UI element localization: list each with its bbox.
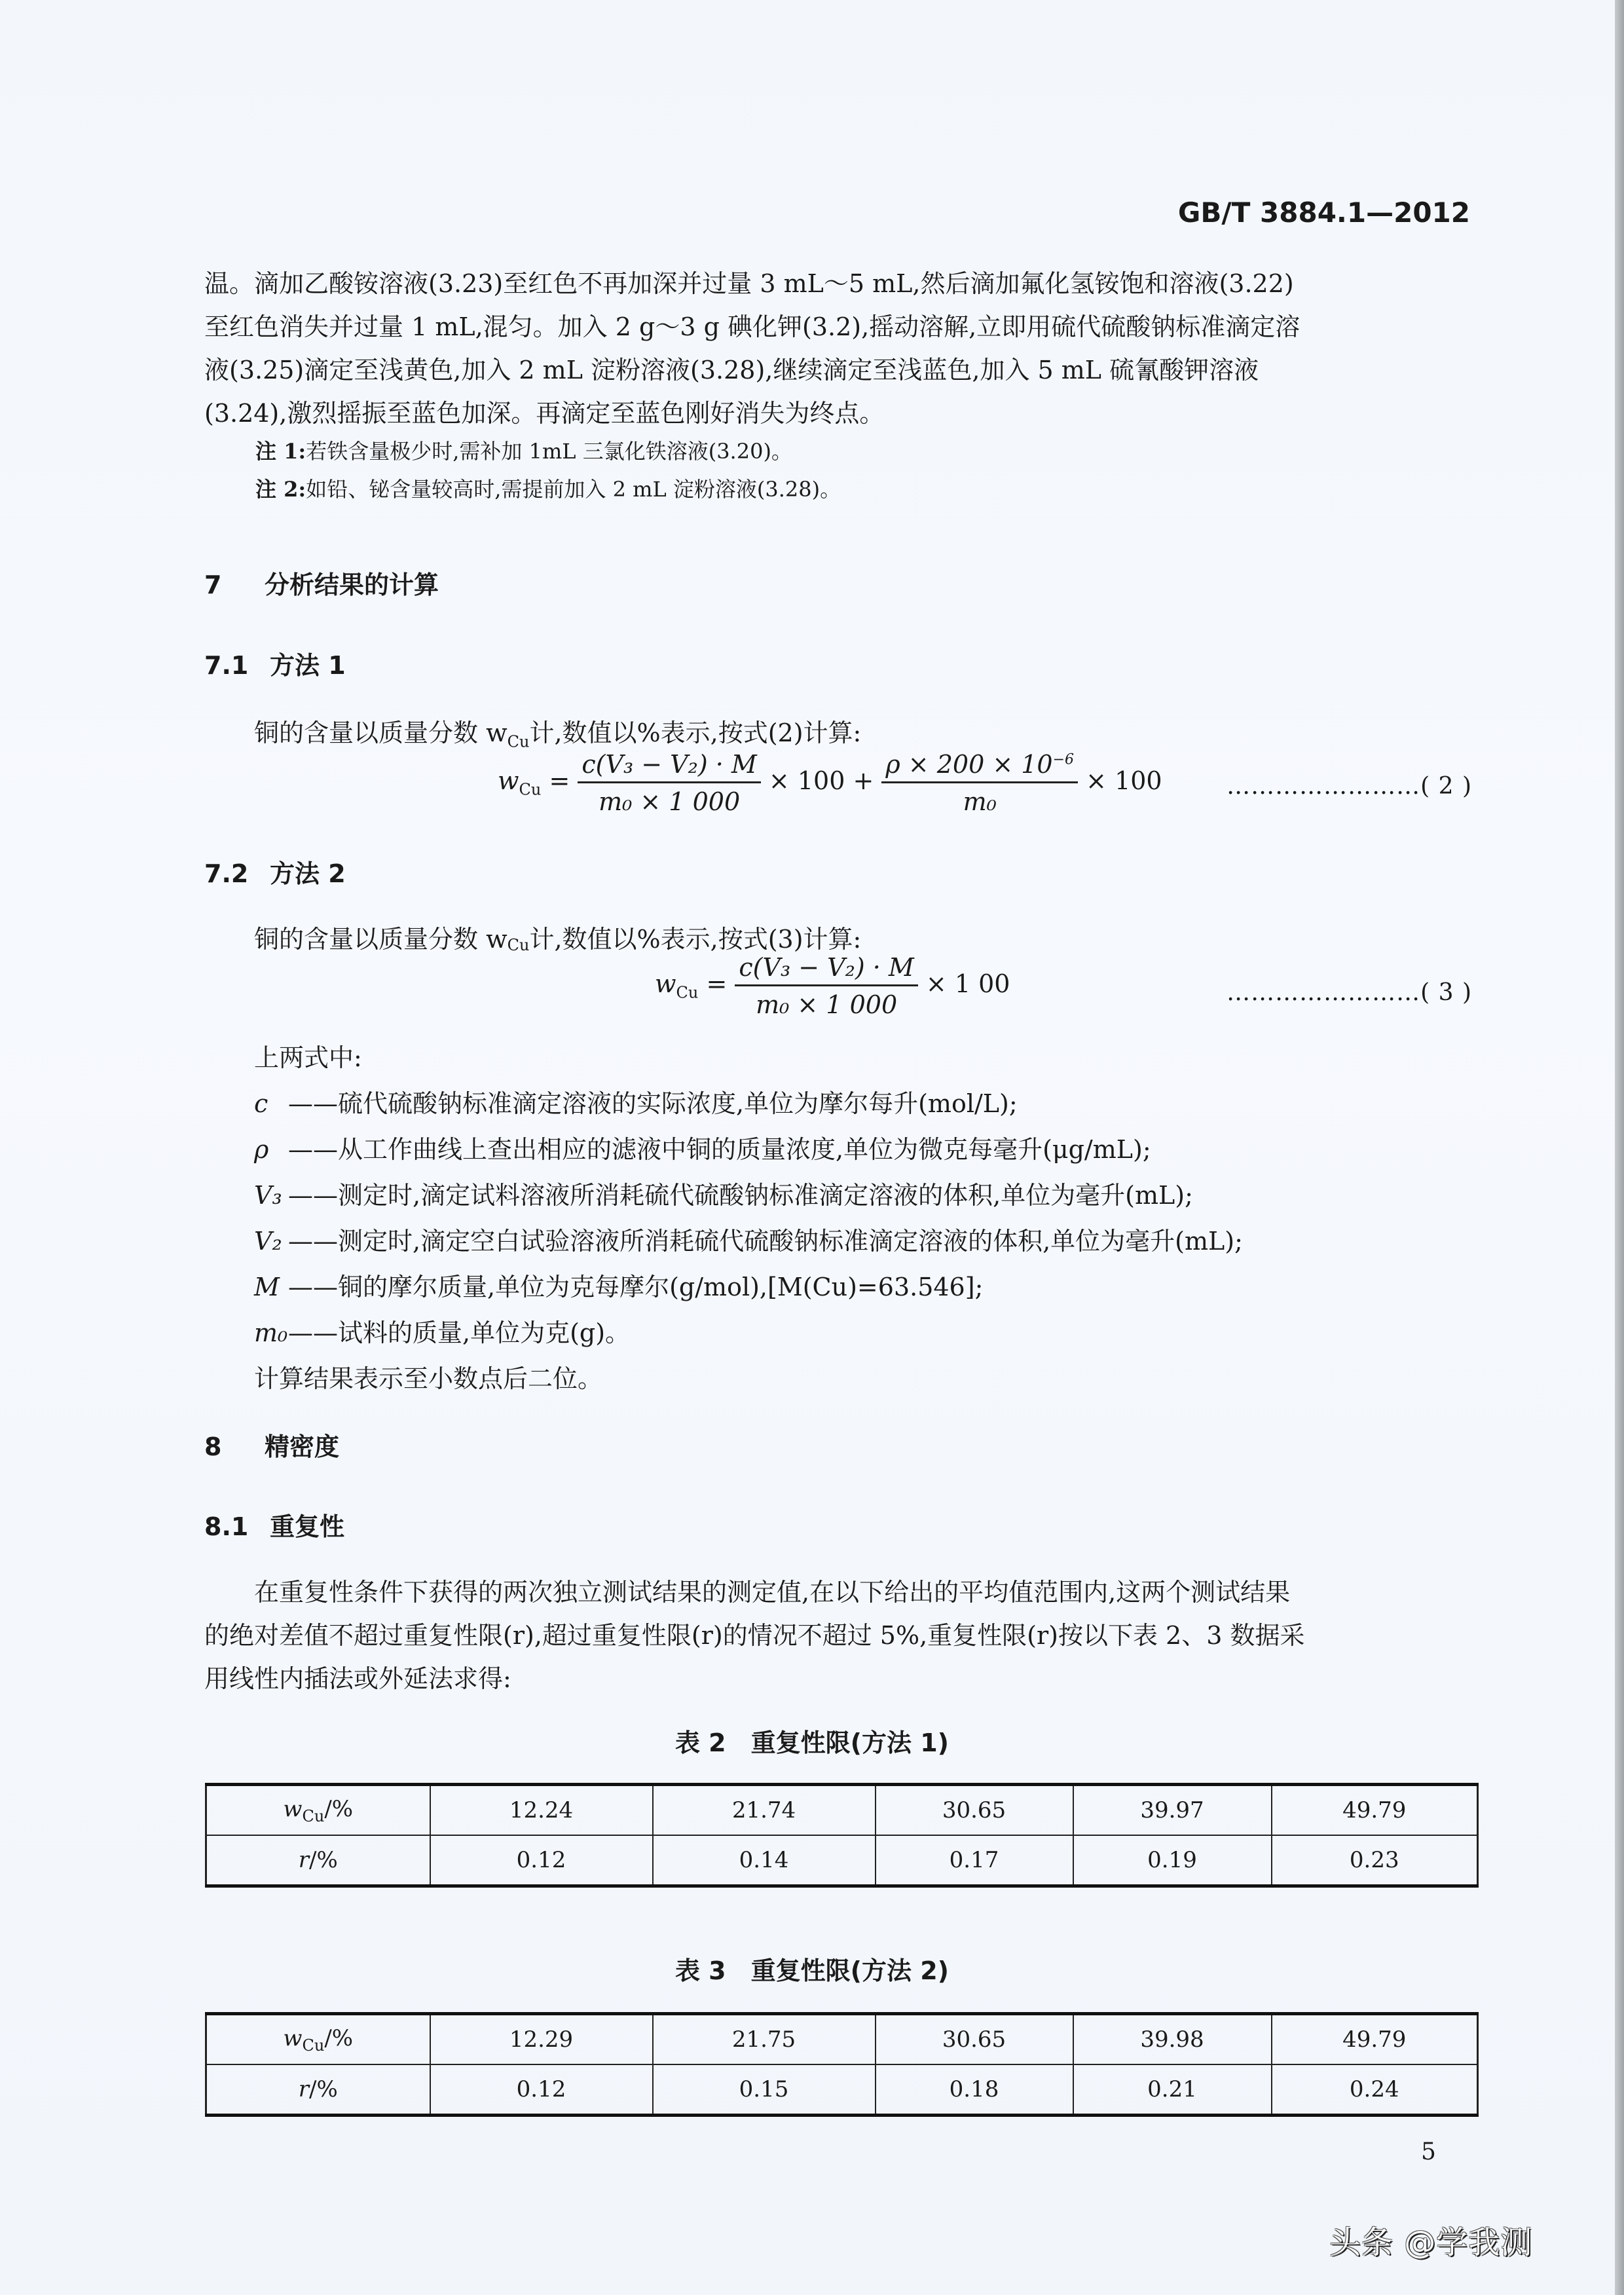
section-8-heading: 8 精密度 (204, 1432, 340, 1461)
table-3 (205, 2012, 1479, 2117)
formula-3: $w_{Cu}$ = $\frac{\text{c(V₃ − V₂) · M}}{\text{m₀ × 1 000}}$ × 1 00 (655, 953, 1010, 1019)
table-row (206, 1785, 1478, 1836)
table-cell: 0.14 (653, 1835, 876, 1886)
row-label: r/% (206, 1835, 430, 1886)
definition-v2: V₂ ——测定时,滴定空白试验溶液所消耗硫代硫酸钠标准滴定溶液的体积,单位为毫升(mL); (254, 1227, 1243, 1256)
table-cell: 0.17 (876, 1835, 1073, 1886)
table-row (206, 2064, 1478, 2116)
text-line: (3.24),激烈摇振至蓝色加深。再滴定至蓝色刚好消失为终点。 (204, 399, 885, 428)
standard-code: GB/T 3884.1—2012 (1177, 196, 1470, 229)
table-cell: 21.75 (653, 2014, 876, 2065)
table-cell: 12.29 (430, 2014, 653, 2065)
method1-intro: 铜的含量以质量分数 $w_{Cu}$计,数值以%表示,按式(2)计算: (254, 718, 862, 751)
intro-paragraph (204, 262, 1478, 435)
text-line: 在重复性条件下获得的两次独立测试结果的测定值,在以下给出的平均值范围内,这两个测试结果 (254, 1578, 1291, 1607)
equation-number-3: ……………………( 3 ) (1227, 979, 1472, 1006)
table-cell: 12.24 (430, 1785, 653, 1836)
watermark: 头条 @学我测 (1329, 2224, 1533, 2261)
row-label: $w_{Cu}/\%$ (206, 1785, 430, 1836)
table-cell: 21.74 (653, 1785, 876, 1836)
table-cell: 0.19 (1073, 1835, 1272, 1886)
table-cell: 30.65 (876, 1785, 1073, 1836)
section-7-1-heading: 7.1 方法 1 (204, 651, 346, 680)
table-cell: 0.18 (876, 2064, 1073, 2116)
table-cell: 0.24 (1272, 2064, 1478, 2116)
table-cell: 0.15 (653, 2064, 876, 2116)
table-cell: 39.97 (1073, 1785, 1272, 1836)
notes (204, 432, 1478, 508)
fraction-1: $\frac{\text{c(V₃ − V₂) · M}}{\text{m₀ × 1 000}}$ (578, 750, 760, 816)
table-2-caption: 表 2 重复性限(方法 1) (674, 1728, 950, 1757)
section-8-1-heading: 8.1 重复性 (204, 1512, 345, 1541)
equation-number-2: ……………………( 2 ) (1227, 773, 1472, 800)
table-cell: 0.23 (1272, 1835, 1478, 1886)
definition-m: M ——铜的摩尔质量,单位为克每摩尔(g/mol),[M(Cu)=63.546]; (254, 1273, 984, 1301)
table-cell: 0.12 (430, 1835, 653, 1886)
definition-v3: V₃ ——测定时,滴定试料溶液所消耗硫代硫酸钠标准滴定溶液的体积,单位为毫升(mL); (254, 1181, 1193, 1210)
section-7-2-heading: 7.2 方法 2 (204, 859, 346, 888)
table-row (206, 1835, 1478, 1886)
table-2 (205, 1783, 1479, 1888)
definition-c: c ——硫代硫酸钠标准滴定溶液的实际浓度,单位为摩尔每升(mol/L); (254, 1089, 1018, 1118)
text-line: 液(3.25)滴定至浅黄色,加入 2 mL 淀粉溶液(3.28),继续滴定至浅蓝色,加入 5 mL 硫氰酸钾溶液 (204, 356, 1259, 384)
repeatability-paragraph (204, 1571, 1478, 1700)
table-cell: 49.79 (1272, 1785, 1478, 1836)
row-label: r/% (206, 2064, 430, 2116)
table-cell: 0.21 (1073, 2064, 1272, 2116)
row-label: $w_{Cu}/\%$ (206, 2014, 430, 2065)
method2-intro: 铜的含量以质量分数 $w_{Cu}$计,数值以%表示,按式(3)计算: (254, 925, 862, 955)
table-cell: 0.12 (430, 2064, 653, 2116)
table-cell: 49.79 (1272, 2014, 1478, 2065)
fraction-2: $\frac{\rho \times 200 \times 10^{-6}}{\text{m₀}}$ (881, 750, 1078, 816)
table-3-caption: 表 3 重复性限(方法 2) (674, 1956, 950, 1985)
table-row (206, 2014, 1478, 2065)
rounding-note: 计算结果表示至小数点后二位。 (254, 1364, 603, 1393)
fraction-1: $\frac{\text{c(V₃ − V₂) · M}}{\text{m₀ × 1 000}}$ (735, 953, 917, 1019)
definition-m0: m₀——试料的质量,单位为克(g)。 (254, 1318, 631, 1347)
table-cell: 30.65 (876, 2014, 1073, 2065)
text-line: 温。滴加乙酸铵溶液(3.23)至红色不再加深并过量 3 mL～5 mL,然后滴加氟化氢铵饱和溶液(3.22) (204, 269, 1294, 298)
table-cell: 39.98 (1073, 2014, 1272, 2065)
where-label: 上两式中: (254, 1043, 362, 1072)
text-line: 的绝对差值不超过重复性限(r),超过重复性限(r)的情况不超过 5%,重复性限(r)按以下表 2、3 数据采 (204, 1621, 1305, 1650)
text-line: 至红色消失并过量 1 mL,混匀。加入 2 g～3 g 碘化钾(3.2),摇动溶解,立即用硫代硫酸钠标准滴定溶 (204, 312, 1301, 341)
definition-rho: ρ ——从工作曲线上查出相应的滤液中铜的质量浓度,单位为微克每毫升(μg/mL); (254, 1135, 1151, 1164)
page-number: 5 (1421, 2138, 1436, 2165)
formula-2: $w_{Cu}$ = $\frac{\text{c(V₃ − V₂) · M}}{\text{m₀ × 1 000}}$ × 100 + $\frac{\rho \times 200 \times 10^{-6}}{\text{m₀}}$ × 100 (498, 750, 1162, 816)
note-1: 注 1:若铁含量极少时,需补加 1mL 三氯化铁溶液(3.20)。 (255, 439, 792, 464)
section-7-heading: 7 分析结果的计算 (204, 570, 439, 599)
note-2: 注 2:如铅、铋含量较高时,需提前加入 2 mL 淀粉溶液(3.28)。 (255, 477, 841, 502)
text-line: 用线性内插法或外延法求得: (204, 1664, 511, 1693)
